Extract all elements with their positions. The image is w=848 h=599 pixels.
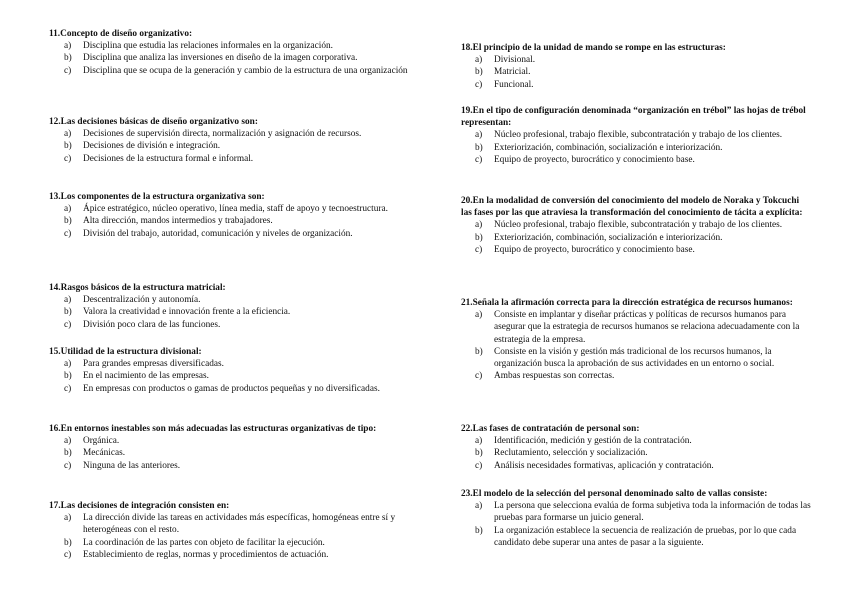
option-a <box>49 128 425 140</box>
option-letter: b) <box>475 142 483 153</box>
question-16 <box>49 423 425 472</box>
option-text: Decisiones de división e integración. <box>83 141 221 152</box>
option-b <box>461 142 811 154</box>
option-b <box>49 52 425 64</box>
option-text: Valora la creatividad e innovación frente a la eficiencia. <box>83 307 291 318</box>
option-b <box>49 140 425 152</box>
option-letter: c) <box>64 319 72 330</box>
option-letter: b) <box>64 371 72 382</box>
option-letter: c) <box>475 79 483 90</box>
option-letter: b) <box>475 448 483 459</box>
option-text: Alta dirección, mandos intermedios y trabajadores. <box>83 216 273 227</box>
option-letter: b) <box>475 525 483 536</box>
option-letter: a) <box>475 220 483 231</box>
question-15 <box>49 346 425 395</box>
option-text: Orgánica. <box>83 436 120 447</box>
question-title: 19.En el tipo de configuración denominada “organización en trébol” las hojas de trébol representan: <box>461 106 806 129</box>
options-list <box>461 309 811 382</box>
question-21 <box>461 297 811 382</box>
option-b <box>461 66 811 78</box>
option-b <box>49 215 425 227</box>
option-text: Disciplina que estudia las relaciones informales en la organización. <box>83 41 333 52</box>
option-letter: b) <box>475 346 483 357</box>
option-c <box>461 460 811 472</box>
option-letter: a) <box>64 204 72 215</box>
option-b <box>461 447 811 459</box>
option-text: Para grandes empresas diversificadas. <box>83 359 224 370</box>
option-c <box>461 79 811 91</box>
option-letter: c) <box>475 154 483 165</box>
option-text: En empresas con productos o gamas de productos pequeñas y no diversificadas. <box>83 383 380 394</box>
question-title: 22.Las fases de contratación de personal son: <box>461 424 640 434</box>
option-a <box>461 500 811 524</box>
option-letter: b) <box>475 232 483 243</box>
question-14 <box>49 282 425 331</box>
options-list <box>49 435 425 472</box>
option-letter: b) <box>64 537 72 548</box>
options-list <box>49 203 425 240</box>
option-text: Exteriorización, combinación, socialización e interiorización. <box>494 232 723 243</box>
question-20 <box>461 195 811 256</box>
option-letter: b) <box>64 448 72 459</box>
question-22 <box>461 423 811 472</box>
option-c <box>461 370 811 382</box>
option-letter: c) <box>64 460 72 471</box>
option-letter: b) <box>475 67 483 78</box>
option-c <box>461 244 811 256</box>
option-letter: a) <box>475 55 483 66</box>
options-list <box>49 512 425 561</box>
option-letter: b) <box>64 216 72 227</box>
option-letter: c) <box>475 460 483 471</box>
option-text: Consiste en la visión y gestión más tradicional de los recursos humanos, la organización busca la aprobación de sus actividades en un entorno o social. <box>494 346 775 370</box>
option-c <box>49 549 425 561</box>
option-letter: a) <box>475 310 483 321</box>
option-letter: b) <box>64 307 72 318</box>
options-list <box>49 294 425 331</box>
option-letter: a) <box>475 130 483 141</box>
option-a <box>49 435 425 447</box>
option-text: Reclutamiento, selección y socialización. <box>494 448 648 459</box>
option-a <box>49 203 425 215</box>
option-text: Divisional. <box>494 55 536 66</box>
option-b <box>49 370 425 382</box>
option-text: Núcleo profesional, trabajo flexible, subcontratación y trabajo de los clientes. <box>494 130 783 141</box>
options-list <box>461 54 811 91</box>
option-letter: a) <box>64 41 72 52</box>
options-list <box>461 500 811 549</box>
option-letter: a) <box>475 436 483 447</box>
option-b <box>461 232 811 244</box>
option-c <box>49 228 425 240</box>
option-text: Establecimiento de reglas, normas y procedimientos de actuación. <box>83 549 329 560</box>
option-text: Descentralización y autonomía. <box>83 295 201 306</box>
question-title: 13.Los componentes de la estructura organizativa son: <box>49 192 265 202</box>
option-letter: b) <box>64 141 72 152</box>
option-text: Identificación, medición y gestión de la contratación. <box>494 436 692 447</box>
option-letter: c) <box>475 371 483 382</box>
question-23 <box>461 488 811 549</box>
question-17 <box>49 500 425 561</box>
option-text: En el nacimiento de las empresas. <box>83 371 209 382</box>
question-title: 20.En la modalidad de conversión del conocimiento del modelo de Noraka y Tokcuchi las fases por las que atraviesa la transformación del conocimiento de tácita a explícita: <box>461 196 803 219</box>
option-text: Núcleo profesional, trabajo flexible, subcontratación y trabajo de los clientes. <box>494 220 783 231</box>
option-text: Análisis necesidades formativas, aplicación y contratación. <box>494 460 714 471</box>
option-a <box>49 512 425 536</box>
option-text: La organización establece la secuencia de realización de pruebas, por lo que cada candidato debe superar una antes de pasar a la siguiente. <box>494 525 797 548</box>
option-letter: c) <box>64 549 72 560</box>
option-text: División poco clara de las funciones. <box>83 319 221 330</box>
option-text: La coordinación de las partes con objeto de facilitar la ejecución. <box>83 537 325 548</box>
question-title: 15.Utilidad de la estructura divisional: <box>49 347 202 357</box>
option-text: Ápice estratégico, núcleo operativo, línea media, staff de apoyo y tecnoestructura. <box>83 204 388 215</box>
option-letter: a) <box>475 501 483 512</box>
option-text: Funcional. <box>494 79 534 90</box>
option-a <box>461 54 811 66</box>
options-list <box>49 128 425 165</box>
option-text: Decisiones de supervisión directa, normalización y asignación de recursos. <box>83 129 362 140</box>
option-c <box>49 319 425 331</box>
option-a <box>49 40 425 52</box>
question-12 <box>49 116 425 165</box>
option-letter: a) <box>64 129 72 140</box>
option-letter: c) <box>64 228 72 239</box>
option-c <box>49 460 425 472</box>
option-text: División del trabajo, autoridad, comunicación y niveles de organización. <box>83 228 353 239</box>
option-letter: a) <box>64 295 72 306</box>
option-b <box>49 537 425 549</box>
option-text: La dirección divide las tareas en actividades más específicas, homogéneas entre sí y heterogéneas con el resto. <box>83 513 396 536</box>
option-a <box>49 358 425 370</box>
option-text: Equipo de proyecto, burocrático y conocimiento base. <box>494 244 695 255</box>
option-text: Consiste en implantar y diseñar prácticas y políticas de recursos humanos para asegurar que la estrategia de recursos humanos se relaciona adecuadamente con la estrategia de la empresa. <box>494 310 800 345</box>
option-c <box>49 383 425 395</box>
options-list <box>461 435 811 472</box>
option-b <box>461 525 811 549</box>
option-b <box>49 447 425 459</box>
option-letter: c) <box>64 383 72 394</box>
options-list <box>49 40 425 77</box>
option-a <box>49 294 425 306</box>
option-letter: c) <box>64 153 72 164</box>
question-title: 18.El principio de la unidad de mando se rompe en las estructuras: <box>461 43 726 53</box>
option-text: Ninguna de las anteriores. <box>83 460 181 471</box>
option-c <box>461 154 811 166</box>
question-title: 21.Señala la afirmación correcta para la dirección estratégica de recursos humanos: <box>461 298 793 308</box>
option-c <box>49 65 425 77</box>
option-a <box>461 435 811 447</box>
question-title: 17.Las decisiones de integración consisten en: <box>49 501 230 511</box>
question-title: 16.En entornos inestables son más adecuadas las estructuras organizativas de tipo: <box>49 424 377 434</box>
option-a <box>461 219 811 231</box>
option-text: Mecánicas. <box>83 448 126 459</box>
options-list <box>461 219 811 256</box>
option-letter: a) <box>64 436 72 447</box>
option-b <box>461 346 811 370</box>
option-b <box>49 306 425 318</box>
question-title: 11.Concepto de diseño organizativo: <box>49 29 193 39</box>
options-list <box>49 358 425 395</box>
question-19 <box>461 105 811 166</box>
question-18 <box>461 42 811 91</box>
option-text: Disciplina que se ocupa de la generación y cambio de la estructura de una organización <box>83 65 408 76</box>
option-letter: c) <box>64 65 72 76</box>
option-a <box>461 129 811 141</box>
option-text: Equipo de proyecto, burocrático y conocimiento base. <box>494 154 695 165</box>
option-c <box>49 153 425 165</box>
option-a <box>461 309 811 346</box>
question-13 <box>49 191 425 240</box>
option-letter: a) <box>64 359 72 370</box>
option-text: Matricial. <box>494 67 531 78</box>
question-title: 14.Rasgos básicos de la estructura matricial: <box>49 283 226 293</box>
option-letter: b) <box>64 53 72 64</box>
options-list <box>461 129 811 166</box>
option-letter: a) <box>64 513 72 524</box>
question-title: 23.El modelo de la selección del personal denominado salto de vallas consiste: <box>461 489 768 499</box>
option-letter: c) <box>475 244 483 255</box>
question-title: 12.Las decisiones básicas de diseño organizativo son: <box>49 117 258 127</box>
option-text: Disciplina que analiza las inversiones en diseño de la imagen corporativa. <box>83 53 358 64</box>
option-text: Ambas respuestas son correctas. <box>494 371 615 382</box>
option-text: Decisiones de la estructura formal e informal. <box>83 153 254 164</box>
question-11 <box>49 28 425 77</box>
option-text: Exteriorización, combinación, socialización e interiorización. <box>494 142 723 153</box>
option-text: La persona que selecciona evalúa de forma subjetiva toda la información de todas las pruebas para formarse un juicio general. <box>494 501 811 524</box>
